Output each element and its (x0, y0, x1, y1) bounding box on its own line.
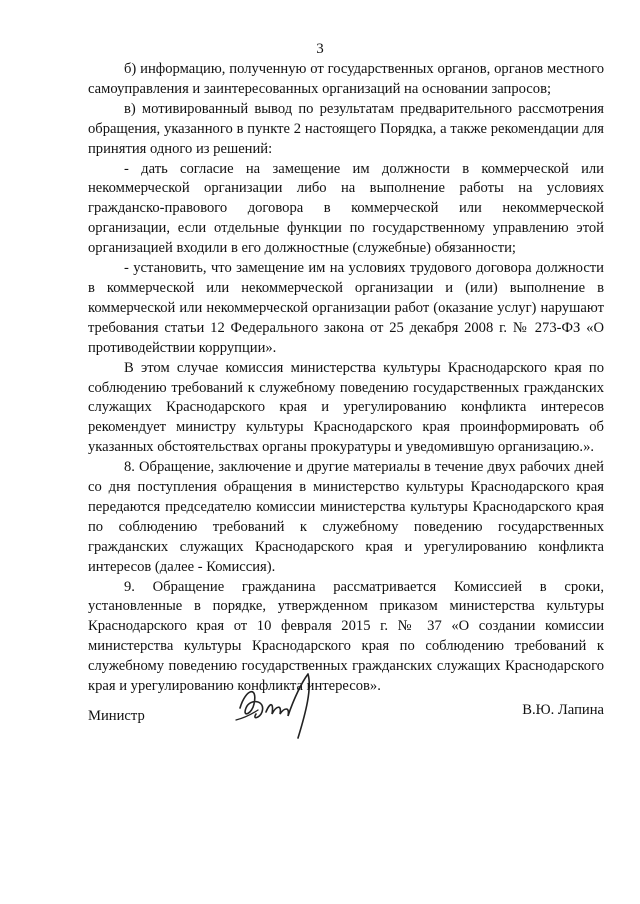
paragraph-option-violation: - установить, что замещение им на условиях трудового договора должности в коммерческой или некоммерческой организации и (или) выполнение в коммерческой или некоммерческой организации работ (оказание услуг) нарушают требования статьи 12 Федерального закона от 25 декабря 2008 г. № 273-ФЗ «О противодействии коррупции». (88, 260, 604, 356)
signatory-name: В.Ю. Лапина (522, 702, 604, 718)
paragraph-item-8: 8. Обращение, заключение и другие материалы в течение двух рабочих дней со дня поступления обращения в министерство культуры Краснодарского края передаются председателю комиссии министерства культуры Краснодарского края по соблюдению требований к служебному поведению государственных гражданских служащих Краснодарского края и урегулированию конфликта интересов (далее - Комиссия). (88, 459, 604, 575)
paragraph-option-consent: - дать согласие на замещение им должности в коммерческой или некоммерческой организации либо на выполнение работы на условиях гражданско-правового договора в коммерческой или некоммерческой организации, если отдельные функции по государственному управлению этой организацией входили в его должностные (служебные) обязанности; (88, 160, 604, 257)
page-number: 3 (316, 41, 324, 57)
paragraph-item-9: 9. Обращение гражданина рассматривается Комиссией в сроки, установленные в порядке, утвержденном приказом министерства культуры Краснодарского края от 10 февраля 2015 г. № 37 «О создании комиссии министерства культуры Краснодарского края по соблюдению требований к служебному поведению государственных гражданских служащих Краснодарского края и урегулированию конфликта интересов». (88, 578, 604, 695)
signature-block (88, 700, 604, 740)
position-title: Министр (88, 708, 145, 724)
paragraph-b: б) информацию, полученную от государственных органов, органов местного самоуправления и заинтересованных организаций на основании запросов; (88, 61, 604, 97)
handwritten-signature (232, 668, 332, 740)
paragraph-commission-recommendation: В этом случае комиссия министерства культуры Краснодарского края по соблюдению требований к служебному поведению государственных гражданских служащих Краснодарского края и урегулированию конфликта интересов рекомендует министру культуры Краснодарского края проинформировать об указанных обстоятельствах органы прокуратуры и уведомившую организацию.». (88, 359, 604, 456)
paragraph-v: в) мотивированный вывод по результатам предварительного рассмотрения обращения, указанного в пункте 2 настоящего Порядка, а также рекомендации для принятия одного из решений: (88, 100, 604, 157)
document-body (88, 60, 604, 697)
